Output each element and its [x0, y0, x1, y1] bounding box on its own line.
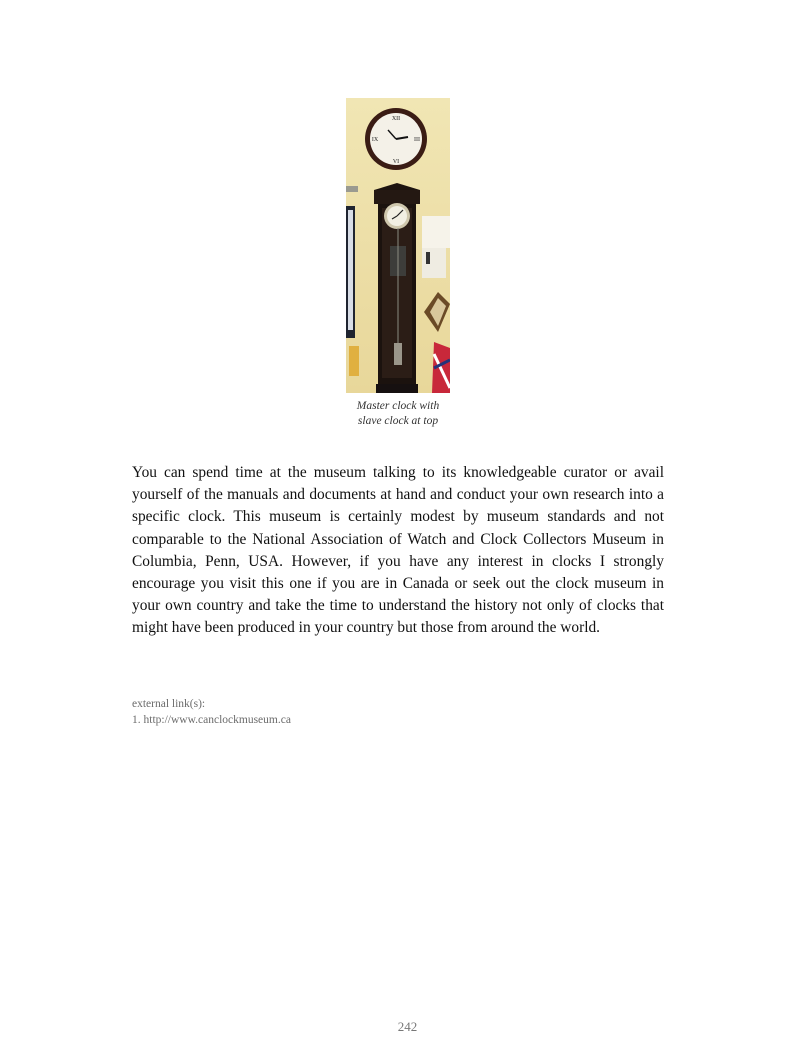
caption-line-1: Master clock with [356, 400, 440, 412]
master-clock-photo [346, 98, 450, 393]
svg-text:XII: XII [391, 116, 401, 122]
body-paragraph: You can spend time at the museum talking to its knowledgeable curator or avail yourself of the manuals and documents at hand and conduct your own research into a specific clock. This museum is certainly modest by museum standards and not comparable to the National Association of Watch and Clock Collectors Museum in Columbia, Penn, USA. However, if you have any interest in clocks I strongly encourage you visit this one if you are in Canada or seek out the clock museum in your own country and take the time to understand the history not only of clocks that might have been produced in your country but those from around the world. [132, 464, 664, 637]
svg-text:VI: VI [392, 159, 400, 165]
external-link-1[interactable]: 1. http://www.canclockmuseum.ca [132, 713, 291, 726]
external-links [132, 697, 532, 728]
svg-text:IX: IX [371, 137, 379, 143]
svg-text:III: III [414, 137, 420, 143]
external-links-heading: external link(s): [132, 698, 206, 710]
page-number: 242 [397, 1019, 418, 1034]
caption-line-2: slave clock at top [357, 415, 439, 427]
figure-caption [330, 399, 466, 429]
